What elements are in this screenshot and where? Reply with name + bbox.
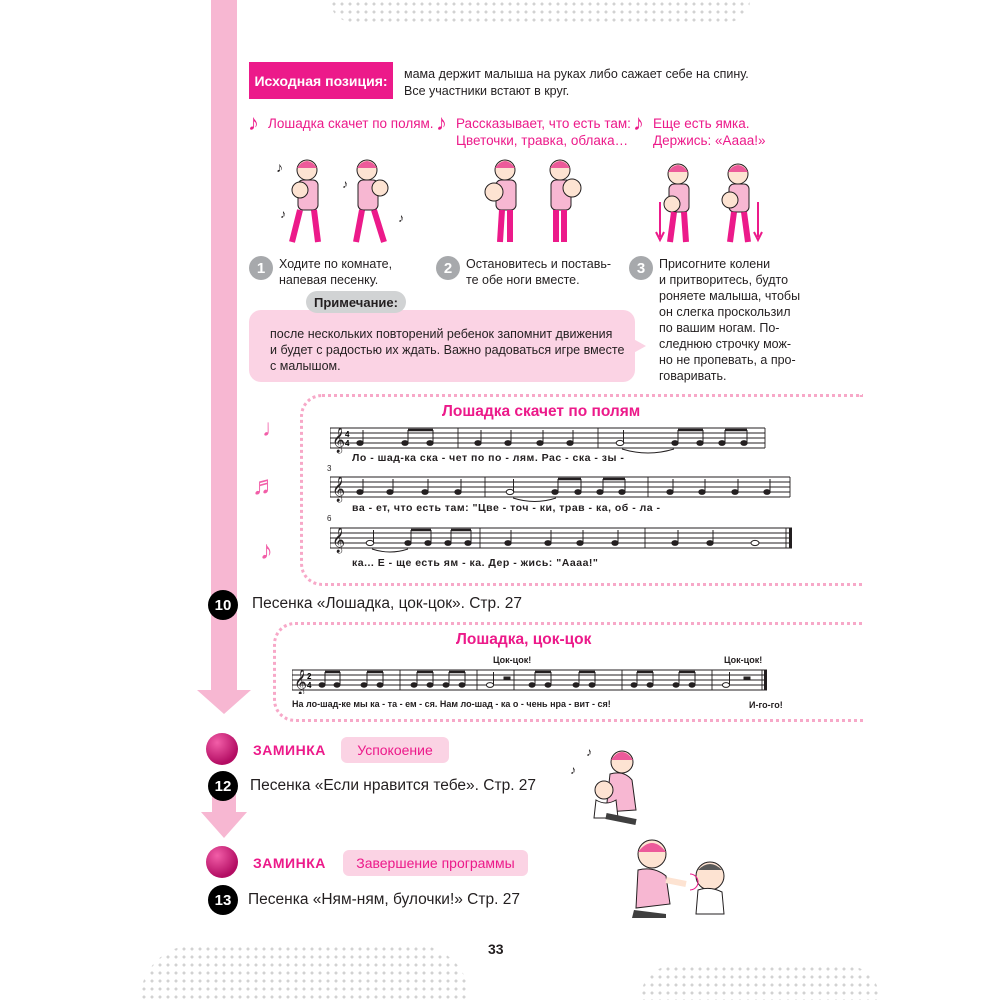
lyrics-head-2-line1: Рассказывает, что есть там:: [456, 116, 631, 131]
item-10-text: Песенка «Лошадка, цок-цок». Стр. 27: [252, 595, 522, 612]
mother-baby-illustration: [272, 150, 412, 250]
score-2-title: Лошадка, цок-цок: [456, 631, 592, 648]
score-2-end: И-го-го!: [749, 700, 783, 710]
mother-baby-illustration: [470, 150, 600, 250]
step-number-3: 3: [629, 256, 653, 280]
flow-arrow-head: [197, 690, 251, 714]
svg-text:𝄞: 𝄞: [332, 427, 346, 452]
svg-text:♪: ♪: [280, 207, 286, 221]
zaminka-2-label: ЗАМИНКА: [253, 855, 326, 871]
step-3-line6: следнюю строчку мож-: [659, 337, 792, 351]
score-1-lyrics-line1: Ло - шад-ка ска - чет по по - лям. Рас - ска - зы -: [352, 452, 625, 464]
note-label: Примечание:: [306, 291, 406, 313]
note-line1: после нескольких повторений ребенок запомнит движения: [270, 327, 613, 341]
svg-text:♪: ♪: [398, 211, 404, 225]
step-3-line8: говаривать.: [659, 369, 727, 383]
music-note-icon: ♪: [436, 110, 447, 135]
svg-text:4: 4: [345, 430, 350, 439]
step-3-line1: Присогните колени: [659, 257, 771, 271]
flow-line: [211, 0, 237, 690]
note-line3: с малышом.: [270, 359, 341, 373]
item-number-10: 10: [208, 590, 238, 620]
score-2-shout-1: Цок-цок!: [493, 655, 532, 665]
note-line2: и будет с радостью их ждать. Важно радоваться игре вместе: [270, 343, 625, 357]
svg-text:♪: ♪: [570, 763, 576, 777]
lyrics-head-3-line2: Держись: «Аааа!»: [653, 133, 766, 148]
step-number-2: 2: [436, 256, 460, 280]
step-3-line3: роняете малыша, чтобы: [659, 289, 801, 303]
step-3-line5: по вашим ногам. По-: [659, 321, 780, 335]
score-2-staff: [292, 668, 772, 694]
score-1-system-number: 3: [327, 464, 332, 473]
top-dot-pattern: [330, 0, 750, 22]
step-2-line2: те обе ноги вместе.: [466, 273, 580, 287]
zaminka-1-pill: Успокоение: [341, 737, 449, 763]
step-1-line2: напевая песенку.: [279, 273, 379, 287]
svg-text:𝄞: 𝄞: [332, 476, 346, 501]
step-number-1: 1: [249, 256, 273, 280]
bottom-right-dot-pattern: [640, 965, 880, 1000]
step-3-line2: и притворитесь, будто: [659, 273, 789, 287]
step-1-line1: Ходите по комнате,: [279, 257, 393, 271]
zaminka-ball-icon: [206, 733, 238, 765]
svg-text:4: 4: [345, 439, 350, 448]
music-note-icon: ♩: [262, 415, 286, 442]
zaminka-2-pill: Завершение программы: [343, 850, 528, 876]
mother-baby-illustration: [626, 832, 736, 922]
page-number: 33: [488, 941, 504, 957]
lyrics-head-1: Лошадка скачет по полям.: [268, 116, 434, 131]
svg-text:♪: ♪: [342, 177, 348, 191]
note-box-tail: [628, 336, 646, 356]
start-position-label: Исходная позиция:: [249, 62, 393, 99]
music-note-icon: ♪: [260, 535, 273, 565]
item-12-text: Песенка «Если нравится тебе». Стр. 27: [250, 777, 537, 794]
score-2-shout-2: Цок-цок!: [724, 655, 763, 665]
step-3-line4: он слегка проскользил: [659, 305, 791, 319]
score-1-title: Лошадка скачет по полям: [442, 403, 641, 420]
start-position-line1: мама держит малыша на руках либо сажает себе на спину.: [404, 67, 749, 81]
svg-text:𝄞: 𝄞: [294, 669, 308, 694]
music-note-icon: ♪: [633, 110, 644, 135]
zaminka-ball-icon: [206, 846, 238, 878]
zaminka-1-label: ЗАМИНКА: [253, 742, 326, 758]
item-number-13: 13: [208, 885, 238, 915]
score-1-lyrics-line3: ка... Е - ще есть ям - ка. Дер - жись: "Аааа!": [352, 557, 599, 569]
music-note-icon: ♬: [252, 470, 278, 500]
step-2-line1: Остановитесь и поставь-: [466, 257, 612, 271]
score-1-lyrics-line2: ва - ет, что есть там: "Цве - точ - ки, трав - ка, об - ла -: [352, 502, 661, 514]
svg-text:♪: ♪: [276, 159, 283, 175]
score-2-lyrics: На ло-шад-ке мы ка - та - ем - ся. Нам ло-шад - ка о - чень нра - вит - ся!: [292, 699, 611, 709]
step-3-line7: но не пропевать, а про-: [659, 353, 796, 367]
music-note-icon: ♪: [248, 110, 259, 135]
start-position-line2: Все участники встают в круг.: [404, 84, 570, 98]
item-number-12: 12: [208, 771, 238, 801]
svg-text:2: 2: [307, 672, 312, 681]
svg-text:4: 4: [307, 681, 312, 690]
mother-baby-illustration: [650, 152, 770, 252]
svg-text:♪: ♪: [586, 745, 592, 759]
flow-arrow-head-2: [201, 812, 247, 838]
lyrics-head-3-line1: Еще есть ямка.: [653, 116, 750, 131]
item-13-text: Песенка «Ням-ням, булочки!» Стр. 27: [248, 891, 520, 908]
score-1-staves: [330, 425, 800, 575]
lyrics-head-2-line2: Цветочки, травка, облака…: [456, 133, 629, 148]
svg-text:𝄞: 𝄞: [332, 527, 346, 552]
score-1-system-number: 6: [327, 514, 332, 523]
bottom-dot-pattern: [140, 945, 470, 1000]
mother-baby-illustration: [566, 740, 646, 830]
